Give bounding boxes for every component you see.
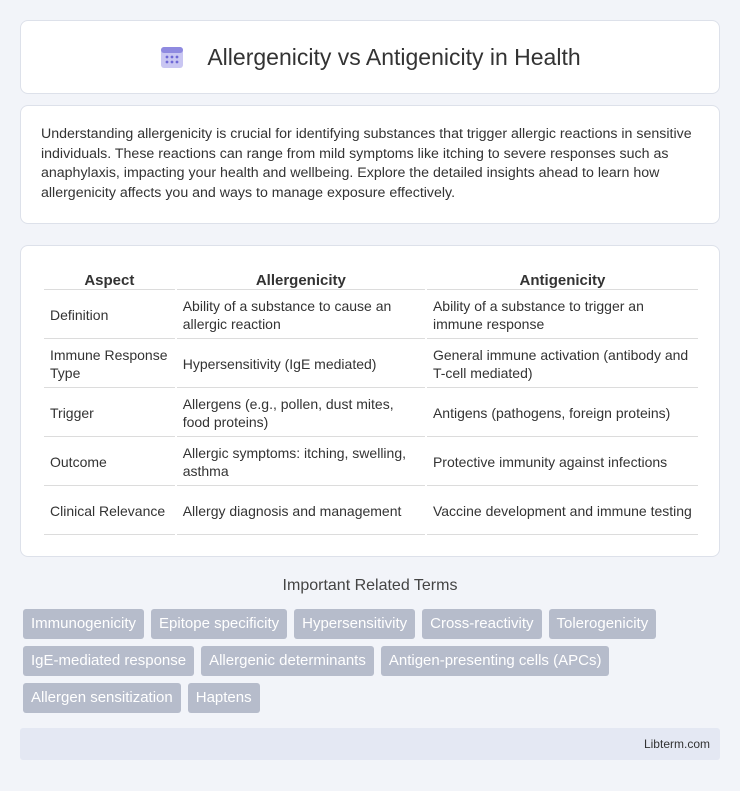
tag-allergenic-determinants[interactable]: Allergenic determinants	[201, 646, 374, 676]
table-header-row	[44, 268, 698, 290]
cell-antigenicity: Protective immunity against infections	[427, 439, 698, 486]
table-row	[44, 439, 698, 486]
cell-allergenicity: Ability of a substance to cause an allergic reaction	[177, 292, 425, 339]
table-row	[44, 292, 698, 339]
header-allergenicity: Allergenicity	[177, 268, 425, 290]
tag-epitope-specificity[interactable]: Epitope specificity	[151, 609, 287, 639]
cell-antigenicity: Antigens (pathogens, foreign proteins)	[427, 390, 698, 437]
cell-allergenicity: Allergy diagnosis and management	[177, 488, 425, 535]
header-card	[20, 20, 720, 94]
cell-aspect: Outcome	[44, 439, 175, 486]
cell-antigenicity: Vaccine development and immune testing	[427, 488, 698, 535]
tag-allergen-sensitization[interactable]: Allergen sensitization	[23, 683, 181, 713]
related-terms-tags	[23, 609, 723, 713]
page-title: Allergenicity vs Antigenicity in Health	[207, 43, 581, 70]
cell-aspect: Trigger	[44, 390, 175, 437]
intro-card	[20, 105, 720, 224]
cell-aspect: Clinical Relevance	[44, 488, 175, 535]
table-row	[44, 390, 698, 437]
tag-immunogenicity[interactable]: Immunogenicity	[23, 609, 144, 639]
tag-antigen-presenting-cells[interactable]: Antigen-presenting cells (APCs)	[381, 646, 610, 676]
header-antigenicity: Antigenicity	[427, 268, 698, 290]
footer-site-link[interactable]: Libterm.com	[643, 737, 710, 751]
table-row	[44, 341, 698, 388]
tag-hypersensitivity[interactable]: Hypersensitivity	[294, 609, 415, 639]
comparison-table-card	[20, 245, 720, 557]
tag-cross-reactivity[interactable]: Cross-reactivity	[422, 609, 541, 639]
table-row	[44, 488, 698, 535]
tag-tolerogenicity[interactable]: Tolerogenicity	[549, 609, 657, 639]
tag-ige-mediated-response[interactable]: IgE-mediated response	[23, 646, 194, 676]
footer	[20, 728, 720, 760]
tag-haptens[interactable]: Haptens	[188, 683, 260, 713]
cell-aspect: Immune Response Type	[44, 341, 175, 388]
cell-aspect: Definition	[44, 292, 175, 339]
intro-text: Understanding allergenicity is crucial for identifying substances that trigger allergic reactions in sensitive individuals. These reactions can range from mild symptoms like itching to severe responses such as anaphylaxis, impacting your health and wellbeing. Explore the detailed insights ahead to learn how allergenicity affects you and ways to manage exposure effectively.	[41, 126, 692, 201]
header-aspect: Aspect	[44, 268, 175, 290]
related-terms-title: Important Related Terms	[282, 577, 458, 594]
cell-allergenicity: Allergic symptoms: itching, swelling, asthma	[177, 439, 425, 486]
comparison-table	[42, 266, 700, 537]
cell-antigenicity: Ability of a substance to trigger an immune response	[427, 292, 698, 339]
calendar-grid-icon	[159, 44, 185, 70]
cell-antigenicity: General immune activation (antibody and T-cell mediated)	[427, 341, 698, 388]
cell-allergenicity: Allergens (e.g., pollen, dust mites, food proteins)	[177, 390, 425, 437]
cell-allergenicity: Hypersensitivity (IgE mediated)	[177, 341, 425, 388]
